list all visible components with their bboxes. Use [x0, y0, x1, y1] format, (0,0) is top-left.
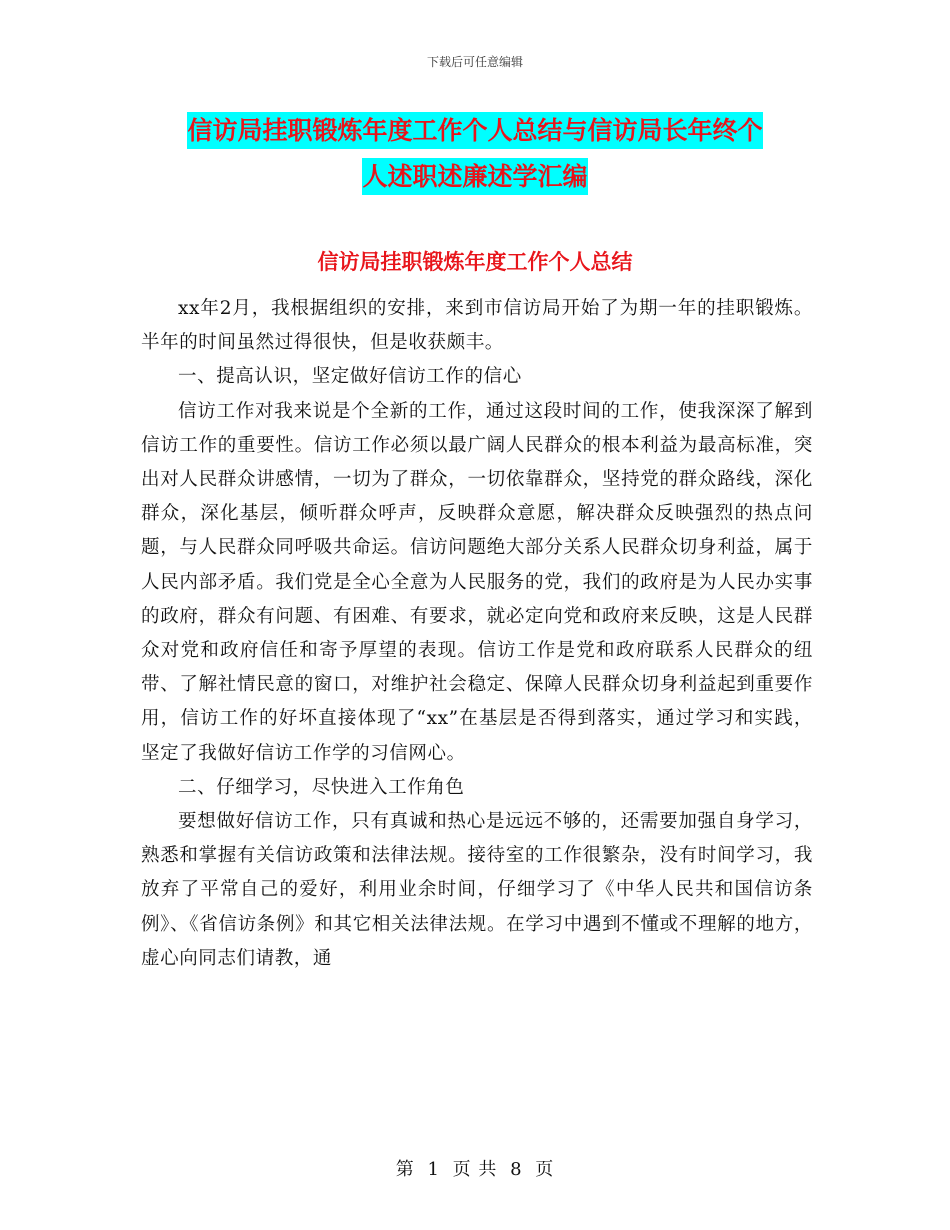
footer-suffix: 页 — [535, 1159, 555, 1180]
main-title-line-2: 人述职述廉述学汇编 — [362, 158, 587, 195]
main-title-line-1: 信访局挂职锻炼年度工作个人总结与信访局长年终个 — [187, 112, 762, 149]
paragraph: 要想做好信访工作，只有真诚和热心是远远不够的，还需要加强自身学习，熟悉和掌握有关信访政策和法律法规。接待室的工作很繁杂，没有时间学习，我放弃了平常自己的爱好，利用业余时间，仔细学习了《中华人民共和国信访条例》、《省信访条例》和其它相关法律法规。在学习中遇到不懂或不理解的地方，虚心向同志们请教，通 — [141, 811, 813, 969]
footer-prefix: 第 — [395, 1159, 415, 1180]
paragraph: 信访工作对我来说是个全新的工作，通过这段时间的工作，使我深深了解到信访工作的重要性。信访工作必须以最广阔人民群众的根本利益为最高标准，突出对人民群众讲感情，一切为了群众，一切依靠群众，坚持党的群众路线，深化群众，深化基层，倾听群众呼声，反映群众意愿，解决群众反映强烈的热点问题，与人民群众同呼吸共命运。信访问题绝大部分关系人民群众切身利益，属于人民内部矛盾。我们党是全心全意为人民服务的党，我们的政府是为人民办实事的政府，群众有问题、有困难、有要求，就必定向党和政府来反映，这是人民群众对党和政府信任和寄予厚望的表现。信访工作是党和政府联系人民群众的纽带、了解社情民意的窗口，对维护社会稳定、保障人民群众切身利益起到重要作用，信访工作的好坏直接体现了“xx”在基层是否得到落实，通过学习和实践，坚定了我做好信访工作学的习信网心。 — [141, 400, 813, 764]
section-title: 信访局挂职锻炼年度工作个人总结 — [317, 250, 633, 274]
total-pages-number: 8 — [510, 1159, 523, 1180]
main-title — [140, 108, 810, 200]
section-heading: 二、仔细学习，尽快进入工作角色 — [178, 776, 465, 798]
footer-middle: 页 共 — [452, 1159, 498, 1180]
current-page-number: 1 — [427, 1159, 440, 1180]
paragraph: xx年2月，我根据组织的安排，来到市信访局开始了为期一年的挂职锻炼。半年的时间虽然过得很快，但是收获颇丰。 — [141, 298, 813, 354]
section-heading: 一、提高认识，坚定做好信访工作的信心 — [178, 366, 522, 388]
body-text — [141, 292, 813, 976]
page-footer — [0, 1155, 950, 1181]
header-note: 下载后可任意编辑 — [426, 55, 523, 69]
